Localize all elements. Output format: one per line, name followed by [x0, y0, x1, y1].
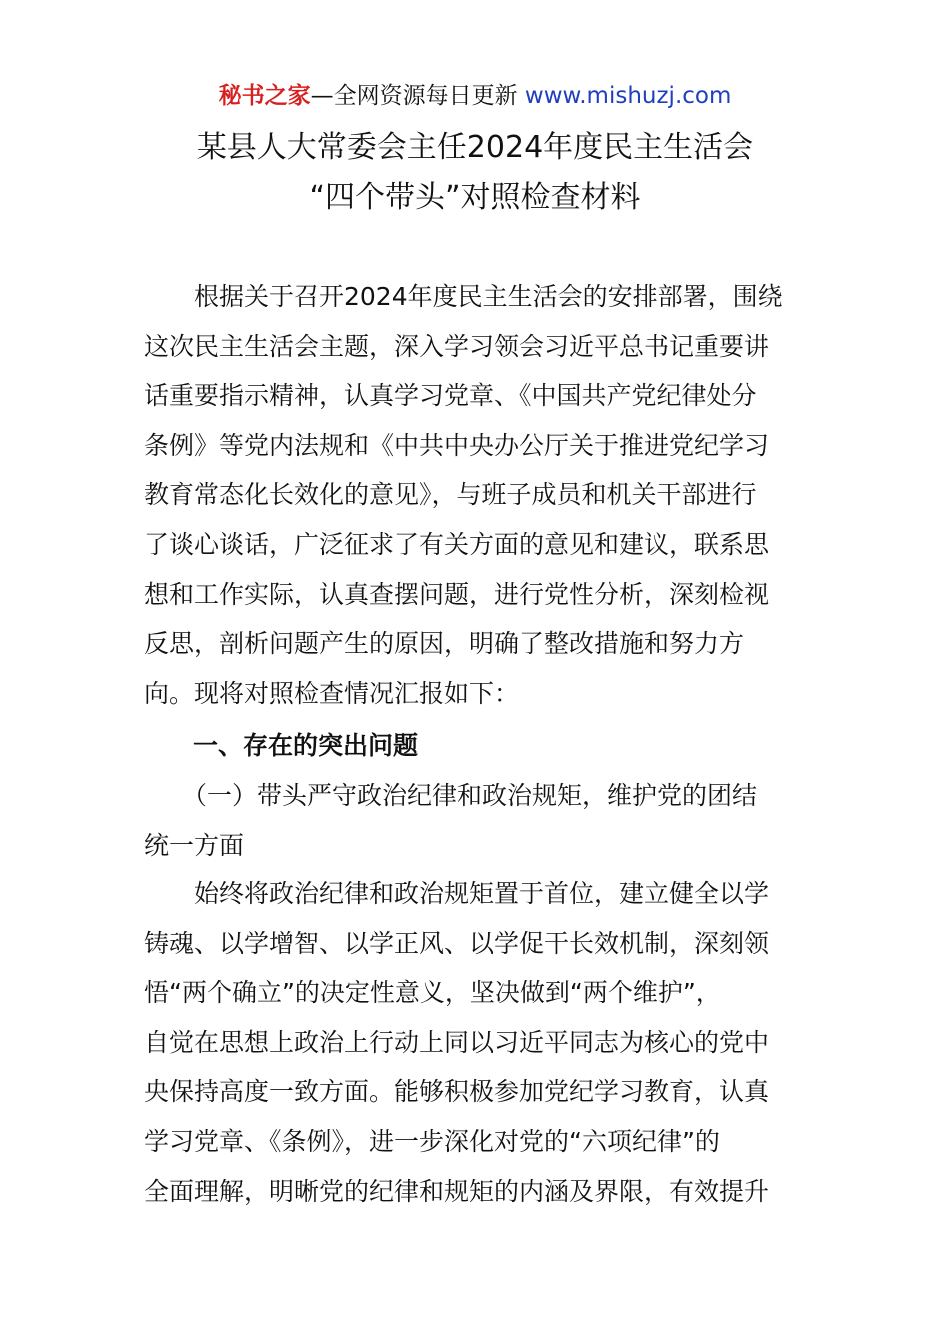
text-line: 了谈心谈话，广泛征求了有关方面的意见和建议，联系思: [144, 529, 770, 559]
text-line: 反思，剖析问题产生的原因，明确了整改措施和努力方: [144, 629, 745, 659]
subsection-heading: [144, 771, 824, 870]
text-line: 根据关于召开2024年度民主生活会的安排部署，围绕: [194, 282, 783, 311]
text-line: 想和工作实际，认真查摆问题，进行党性分析，深刻检视: [144, 579, 770, 609]
document-title-line-1: 某县人大常委会主任2024年度民主生活会: [196, 130, 754, 165]
text-line: 全面理解，明晰党的纪律和规矩的内涵及界限，有效提升: [144, 1176, 770, 1206]
text-line: 学习党章、《条例》，进一步深化对党的“六项纪律”的: [144, 1126, 720, 1156]
text-line: 始终将政治纪律和政治规矩置于首位，建立健全以学: [194, 879, 770, 908]
site-brand: 秘书之家: [218, 83, 311, 109]
text-line: 这次民主生活会主题，深入学习领会习近平总书记重要讲: [144, 331, 770, 361]
text-line: 自觉在思想上政治上行动上同以习近平同志为核心的党中: [144, 1027, 770, 1057]
site-url-link[interactable]: www.mishuzj.com: [524, 83, 732, 109]
site-header: [0, 80, 950, 112]
text-line: 铸魂、以学增智、以学正风、以学促干长效机制，深刻领: [144, 928, 770, 958]
text-line: 向。现将对照检查情况汇报如下：: [144, 678, 520, 708]
text-line: 统一方面: [144, 830, 245, 860]
text-line: 悟“两个确立”的决定性意义，坚决做到“两个维护”，: [144, 978, 721, 1008]
text-line: 教育常态化长效化的意见》，与班子成员和机关干部进行: [144, 480, 757, 510]
text-line: 话重要指示精神，认真学习党章、《中国共产党纪律处分: [144, 381, 757, 411]
text-line: 央保持高度一致方面。能够积极参加党纪学习教育，认真: [144, 1077, 770, 1107]
document-title-line-2: “四个带头”对照检查材料: [309, 180, 641, 215]
intro-paragraph: [144, 272, 824, 718]
body-paragraph: [144, 869, 824, 1216]
text-line: 条例》等党内法规和《中共中央办公厅关于推进党纪学习: [144, 430, 770, 460]
section-heading: 一、存在的突出问题: [193, 731, 419, 760]
site-tagline: —全网资源每日更新: [310, 83, 518, 109]
text-line: （一）带头严守政治纪律和政治规矩，维护党的团结: [182, 781, 758, 810]
